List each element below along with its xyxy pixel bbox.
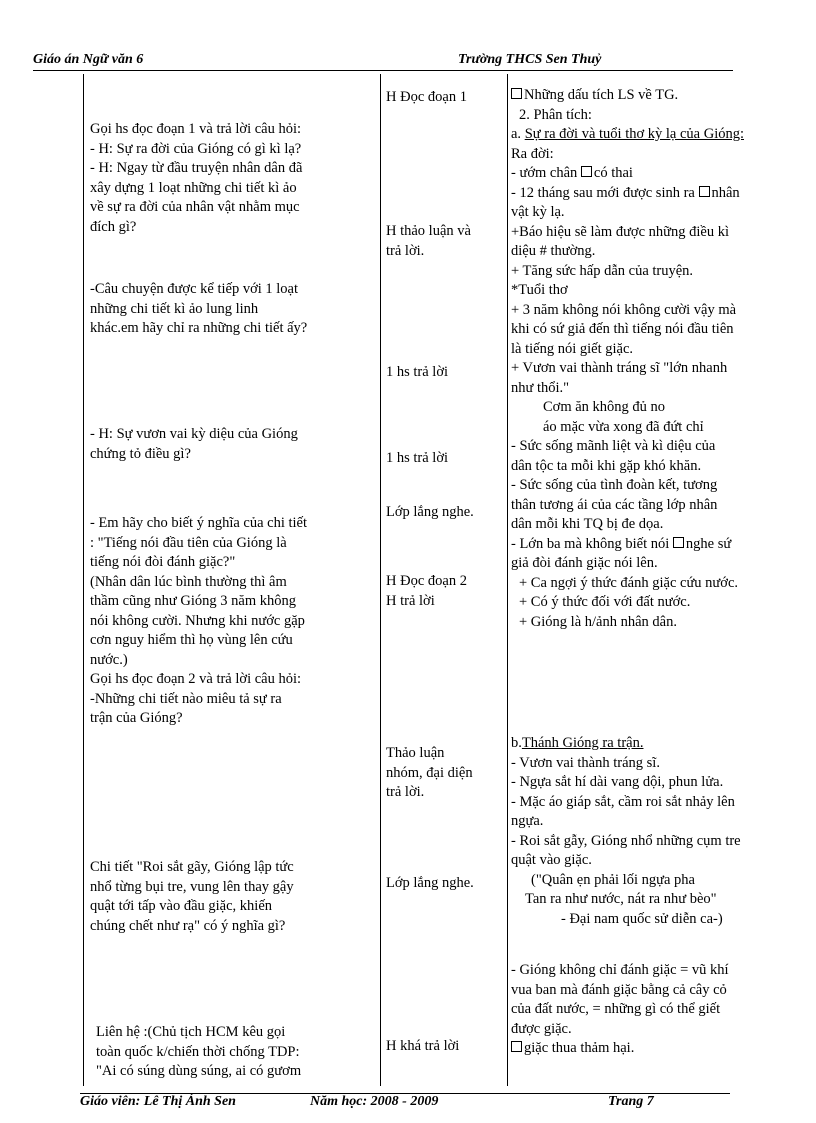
content-block-a: Những dấu tích LS về TG. 2. Phân tích: a. Sự ra đời và tuổi thơ kỳ lạ của Gióng: Ra đời: - ướm chân có thai - 12 tháng sau mới được sinh ra nhân vật kỳ lạ. +Báo hiệu sẽ làm được những điều kì diệu # thường. + Tăng sức hấp dẫn của truyện. *Tuổi thơ + 3 năm không nói không cười vậy mà khi có sứ giả đến thì tiếng nói đầu tiên là tiếng nói giết giặc. + Vươn vai thành tráng sĩ "lớn nhanh như thổi." Cơm ăn không đủ no áo mặc vừa xong đã đứt chỉ - Sức sống mãnh liệt và kì diệu của dân tộc ta mỗi khi gặp khó khăn. - Sức sống của tình đoàn kết, tương thân tương ái của các tầng lớp nhân dân mỗi khi TQ bị đe dọa. - Lớn ba mà không biết nói nghe sứ giả đòi đánh giặc nói lên. + Ca ngợi ý thức đánh giặc cứu nước. + Có ý thức đối với đất nước. + Gióng là h/ảnh nhân dân. <box>511 87 744 630</box>
checkbox-square-icon <box>699 186 710 197</box>
footer-school-year: Năm học: 2008 - 2009 <box>310 1094 439 1109</box>
student-item: Lớp lắng nghe. <box>386 875 474 891</box>
student-item: H Đọc đoạn 2 H trả lời <box>386 573 467 609</box>
student-item: H thảo luận và trả lời. <box>386 223 471 259</box>
student-item: Thảo luận nhóm, đại diện trả lời. <box>386 745 473 800</box>
column-divider <box>507 74 508 1086</box>
page-header <box>33 50 733 71</box>
checkbox-square-icon <box>511 1041 522 1052</box>
page-footer <box>80 1093 730 1114</box>
content-block-b: b.Thánh Gióng ra trận. - Vươn vai thành tráng sĩ. - Ngựa sắt hí dài vang dội, phun lửa. - Mặc áo giáp sắt, cầm roi sắt nhảy lên ngựa. - Roi sắt gẫy, Gióng nhổ những cụm tre quật vào giặc. ("Quân ẹn phải lối ngựa pha Tan ra như nước, nát ra như bèo" - Đại nam quốc sử diễn ca-) <box>511 735 741 927</box>
teacher-block-1: Gọi hs đọc đoạn 1 và trả lời câu hỏi: - H: Sự ra đời của Gióng có gì kì lạ? - H: Ngay từ đầu truyện nhân dân đã xây dựng 1 loạt những chi tiết kì ảo về sự ra đời của nhân vật nhằm mục đích gì? <box>90 121 303 235</box>
section-a-title: Sự ra đời và tuổi thơ kỳ lạ của Gióng: <box>524 126 744 142</box>
teacher-block-5: Chi tiết "Roi sắt gãy, Gióng lập tức nhổ từng bụi tre, vung lên thay gậy quật tới tấp vào đầu giặc, khiến chúng chết như rạ" có ý nghĩa gì? <box>90 859 294 934</box>
teacher-block-2: -Câu chuyện được kể tiếp với 1 loạt những chi tiết kì ảo lung linh khác.em hãy chỉ ra những chi tiết ấy? <box>90 281 308 336</box>
student-item: 1 hs trả lời <box>386 450 449 466</box>
content-block-c: - Gióng không chỉ đánh giặc = vũ khí vua ban mà đánh giặc bằng cả cây cỏ của đất nước, = những gì có thể giết được giặc. giặc thua thảm hại. <box>511 962 729 1056</box>
header-course-title: Giáo án Ngữ văn 6 <box>33 52 144 67</box>
student-item: H khá trả lời <box>386 1038 460 1054</box>
teacher-block-4: - Em hãy cho biết ý nghĩa của chi tiết : "Tiếng nói đầu tiên của Gióng là tiếng nói đòi đánh giặc?" (Nhân dân lúc bình thường thì âm thầm cũng như Gióng 3 năm không nói không cười. Nhưng khi nước gặp cơn nguy hiểm thì họ vùng lên cứu nước.) Gọi hs đọc đoạn 2 và trả lời câu hỏi: -Những chi tiết nào miêu tả sự ra trận của Gióng? <box>90 515 308 726</box>
student-item: Lớp lắng nghe. <box>386 504 474 520</box>
checkbox-square-icon <box>581 166 592 177</box>
section-b-title: Thánh Gióng ra trận. <box>521 735 644 751</box>
footer-teacher: Giáo viên: Lê Thị Ánh Sen <box>80 1094 236 1109</box>
teacher-block-6: Liên hệ :(Chủ tịch HCM kêu gọi toàn quốc k/chiến thời chống TDP: "Ai có súng dùng súng, ai có gươm <box>96 1024 302 1079</box>
teacher-block-3: - H: Sự vươn vai kỳ diệu của Gióng chứng tỏ điều gì? <box>90 426 298 462</box>
checkbox-square-icon <box>511 88 522 99</box>
footer-page-number: Trang 7 <box>608 1094 654 1109</box>
column-divider <box>380 74 381 1086</box>
student-item: H Đọc đoạn 1 <box>386 89 467 105</box>
lesson-table <box>83 74 816 1086</box>
checkbox-square-icon <box>673 537 684 548</box>
header-school: Trường THCS Sen Thuỷ <box>458 52 602 67</box>
student-item: 1 hs trả lời <box>386 364 449 380</box>
